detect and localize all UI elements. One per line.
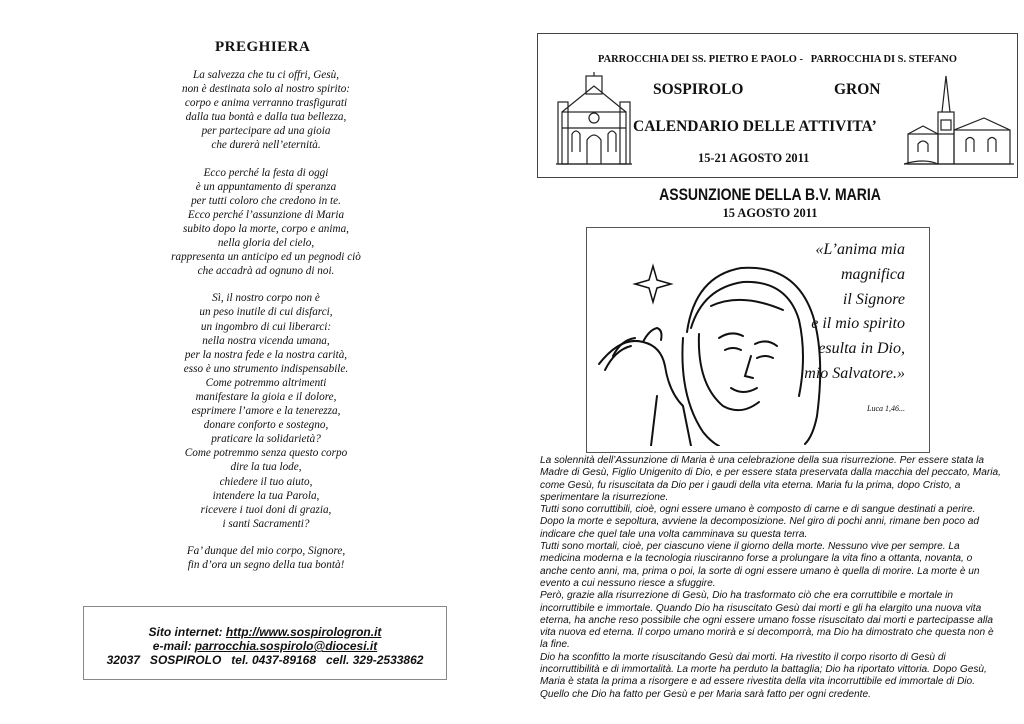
prayer-line: Ecco perché la festa di oggi	[203, 166, 329, 179]
prayer-line: La salvezza che tu ci offri, Gesù,	[192, 69, 340, 81]
prayer-line: Come potremmo altrimenti	[205, 376, 327, 389]
prayer-line: che accadrà ad ognuno di noi.	[197, 265, 335, 278]
prayer-text	[120, 68, 412, 585]
prayer-line: praticare la solidarietà?	[211, 433, 321, 446]
prayer-line: per partecipare ad una gioia	[201, 125, 331, 138]
prayer-line: Fa’ dunque del mio corpo, Signore,	[186, 544, 346, 557]
prayer-stanza	[120, 544, 412, 572]
prayer-line: manifestare la gioia e il dolore,	[195, 390, 337, 403]
prayer-line: che durerà nell’eternità.	[211, 139, 321, 152]
prayer-line: nella nostra vicenda umana,	[202, 334, 330, 347]
site-label: Sito internet:	[148, 625, 226, 639]
email-link[interactable]: parrocchia.sospirolo@diocesi.it	[194, 639, 378, 653]
prayer-line: donare conforto e sostegno,	[203, 419, 329, 432]
feast-body-text	[540, 455, 1002, 724]
town-sospirolo: SOSPIROLO	[653, 81, 744, 98]
quote-line: mio Salvatore.»	[804, 364, 905, 382]
quote-line: «L’anima mia	[815, 241, 905, 258]
prayer-line: esprimere l’amore e la tenerezza,	[191, 405, 341, 418]
email-label: e-mail:	[152, 639, 195, 653]
body-paragraph: Però, grazie alla risurrezione di Gesù, Dio ha trasformato ciò che era corruttibile e mortale in incorruttibile e immortale. Quando Dio ha risuscitato Gesù dai morti e gli ha elargito una nuova vita eterna, ha anche reso possibile che ogni essere umano fosse risuscitato dai morti e partecipasse alla vita nuova ed eterna. Il corpo umano morirà e si decomporrà, ma Dio ha dimostrato che questa non è la fine.	[540, 590, 994, 651]
header-box	[537, 33, 1018, 178]
prayer-line: dire la tua lode,	[230, 461, 302, 474]
prayer-line: Sì, il nostro corpo non è	[212, 292, 320, 305]
body-paragraph: Dio ha sconfitto la morte risuscitando Gesù dai morti. Ha rivestito il corpo risorto di Gesù di incorruttibilità e di immortalità. La morte ha perduto la battaglia; Dio ha riportato vittoria. Dopo Gesù, Maria è stata la prima a risorgere e ad essere rivestita della vita incorruttibile ed immortale di Dio. Quello che Dio ha fatto per Gesù e per Maria sarà fatto per ogni credente.	[540, 651, 987, 700]
prayer-line: intendere la tua Parola,	[212, 489, 320, 502]
body-paragraph: Tutti sono mortali, cioè, per ciascuno viene il giorno della morte. Nessuno vive per sempre. La medicina moderna e la tecnologia riusciranno forse a prolungare la vita fino a ottanta, novanta, o anche cento anni, ma, prima o poi, la sorte di ogni essere umano è quella di morire. La morte è un evento a cui nessuno riesce a sfuggire.	[540, 541, 980, 589]
prayer-line: per tutti coloro che credono in te.	[191, 194, 341, 207]
prayer-line: un ingombro di cui liberarci:	[200, 320, 332, 333]
calendar-title: CALENDARIO DELLE ATTIVITA’	[633, 118, 877, 135]
body-paragraph: Tutti sono corruttibili, cioè, ogni essere umano è composto di carne e di sangue destinati a perire. Dopo la morte e sepoltura, avviene la decomposizione. Nel giro di pochi anni, rimane ben poco ad indicare che quel tale una volta camminava su questa terra.	[540, 504, 980, 540]
prayer-line: non è destinata solo al nostro spirito:	[181, 83, 351, 96]
prayer-line: un peso inutile di cui disfarci,	[199, 306, 333, 319]
prayer-line: è un appuntamento di speranza	[195, 180, 337, 193]
prayer-line: subito dopo la morte, corpo e anima,	[183, 222, 349, 235]
quote-reference: Luca 1,46...	[867, 404, 905, 413]
prayer-line: Ecco perché l’assunzione di Maria	[187, 208, 345, 221]
prayer-stanza	[120, 166, 412, 279]
prayer-line: ricevere i tuoi doni di grazia,	[200, 503, 332, 516]
prayer-line: corpo e anima verranno trasfigurati	[184, 97, 348, 110]
town-gron: GRON	[834, 81, 881, 98]
prayer-line: dalla tua bontà e dalla tua bellezza,	[185, 111, 347, 124]
prayer-stanza	[120, 291, 412, 531]
prayer-line: chiedere il tuo aiuto,	[219, 475, 313, 488]
quote-line: e il mio spirito	[811, 315, 905, 333]
prayer-line: nella gloria del cielo,	[217, 237, 315, 250]
site-link[interactable]: http://www.sospirologron.it	[225, 625, 382, 639]
parishes-heading: PARROCCHIA DEI SS. PIETRO E PAOLO - PARROCCHIA DI S. STEFANO	[598, 54, 957, 65]
feast-title: ASSUNZIONE DELLA B.V. MARIA	[659, 186, 881, 204]
prayer-title: PREGHIERA	[215, 39, 311, 55]
church-gron-drawing	[904, 72, 1014, 168]
prayer-line: fin d’ora un segno della tua bontà!	[187, 559, 345, 571]
magnificat-quote	[804, 238, 905, 387]
prayer-line: per la nostra fede e la nostra carità,	[184, 348, 348, 361]
quote-line: il Signore	[842, 290, 905, 308]
body-paragraph: La solennità dell’Assunzione di Maria è una celebrazione della sua risurrezione. Per essere stata la Madre di Gesù, Figlio Unigenito di Dio, e per essere stata preservata dalla macchia del peccato, Maria, come Gesù, fu risuscitata da Dio per i gaudi della vita eterna. Maria fu la prima, dopo Cristo, a sperimentare la risurrezione.	[540, 455, 1001, 503]
prayer-line: Come potremmo senza questo corpo	[184, 447, 348, 460]
prayer-line: rappresenta un anticipo ed un pegnodi ciò	[171, 251, 361, 264]
prayer-line: esso è uno strumento indispensabile.	[183, 362, 349, 375]
mary-drawing	[591, 246, 831, 446]
feast-date: 15 AGOSTO 2011	[722, 206, 818, 220]
prayer-stanza	[120, 68, 412, 153]
mary-illustration-box	[586, 227, 930, 453]
quote-line: magnifica	[841, 265, 905, 283]
contact-box	[83, 606, 447, 680]
prayer-line: i santi Sacramenti?	[222, 517, 310, 530]
address-line: 32037 SOSPIROLO tel. 0437-89168 cell. 329-2533862	[106, 653, 424, 667]
quote-line: esulta in Dio,	[818, 340, 905, 358]
calendar-dates: 15-21 AGOSTO 2011	[698, 151, 810, 165]
church-sospirolo-drawing	[556, 72, 632, 168]
